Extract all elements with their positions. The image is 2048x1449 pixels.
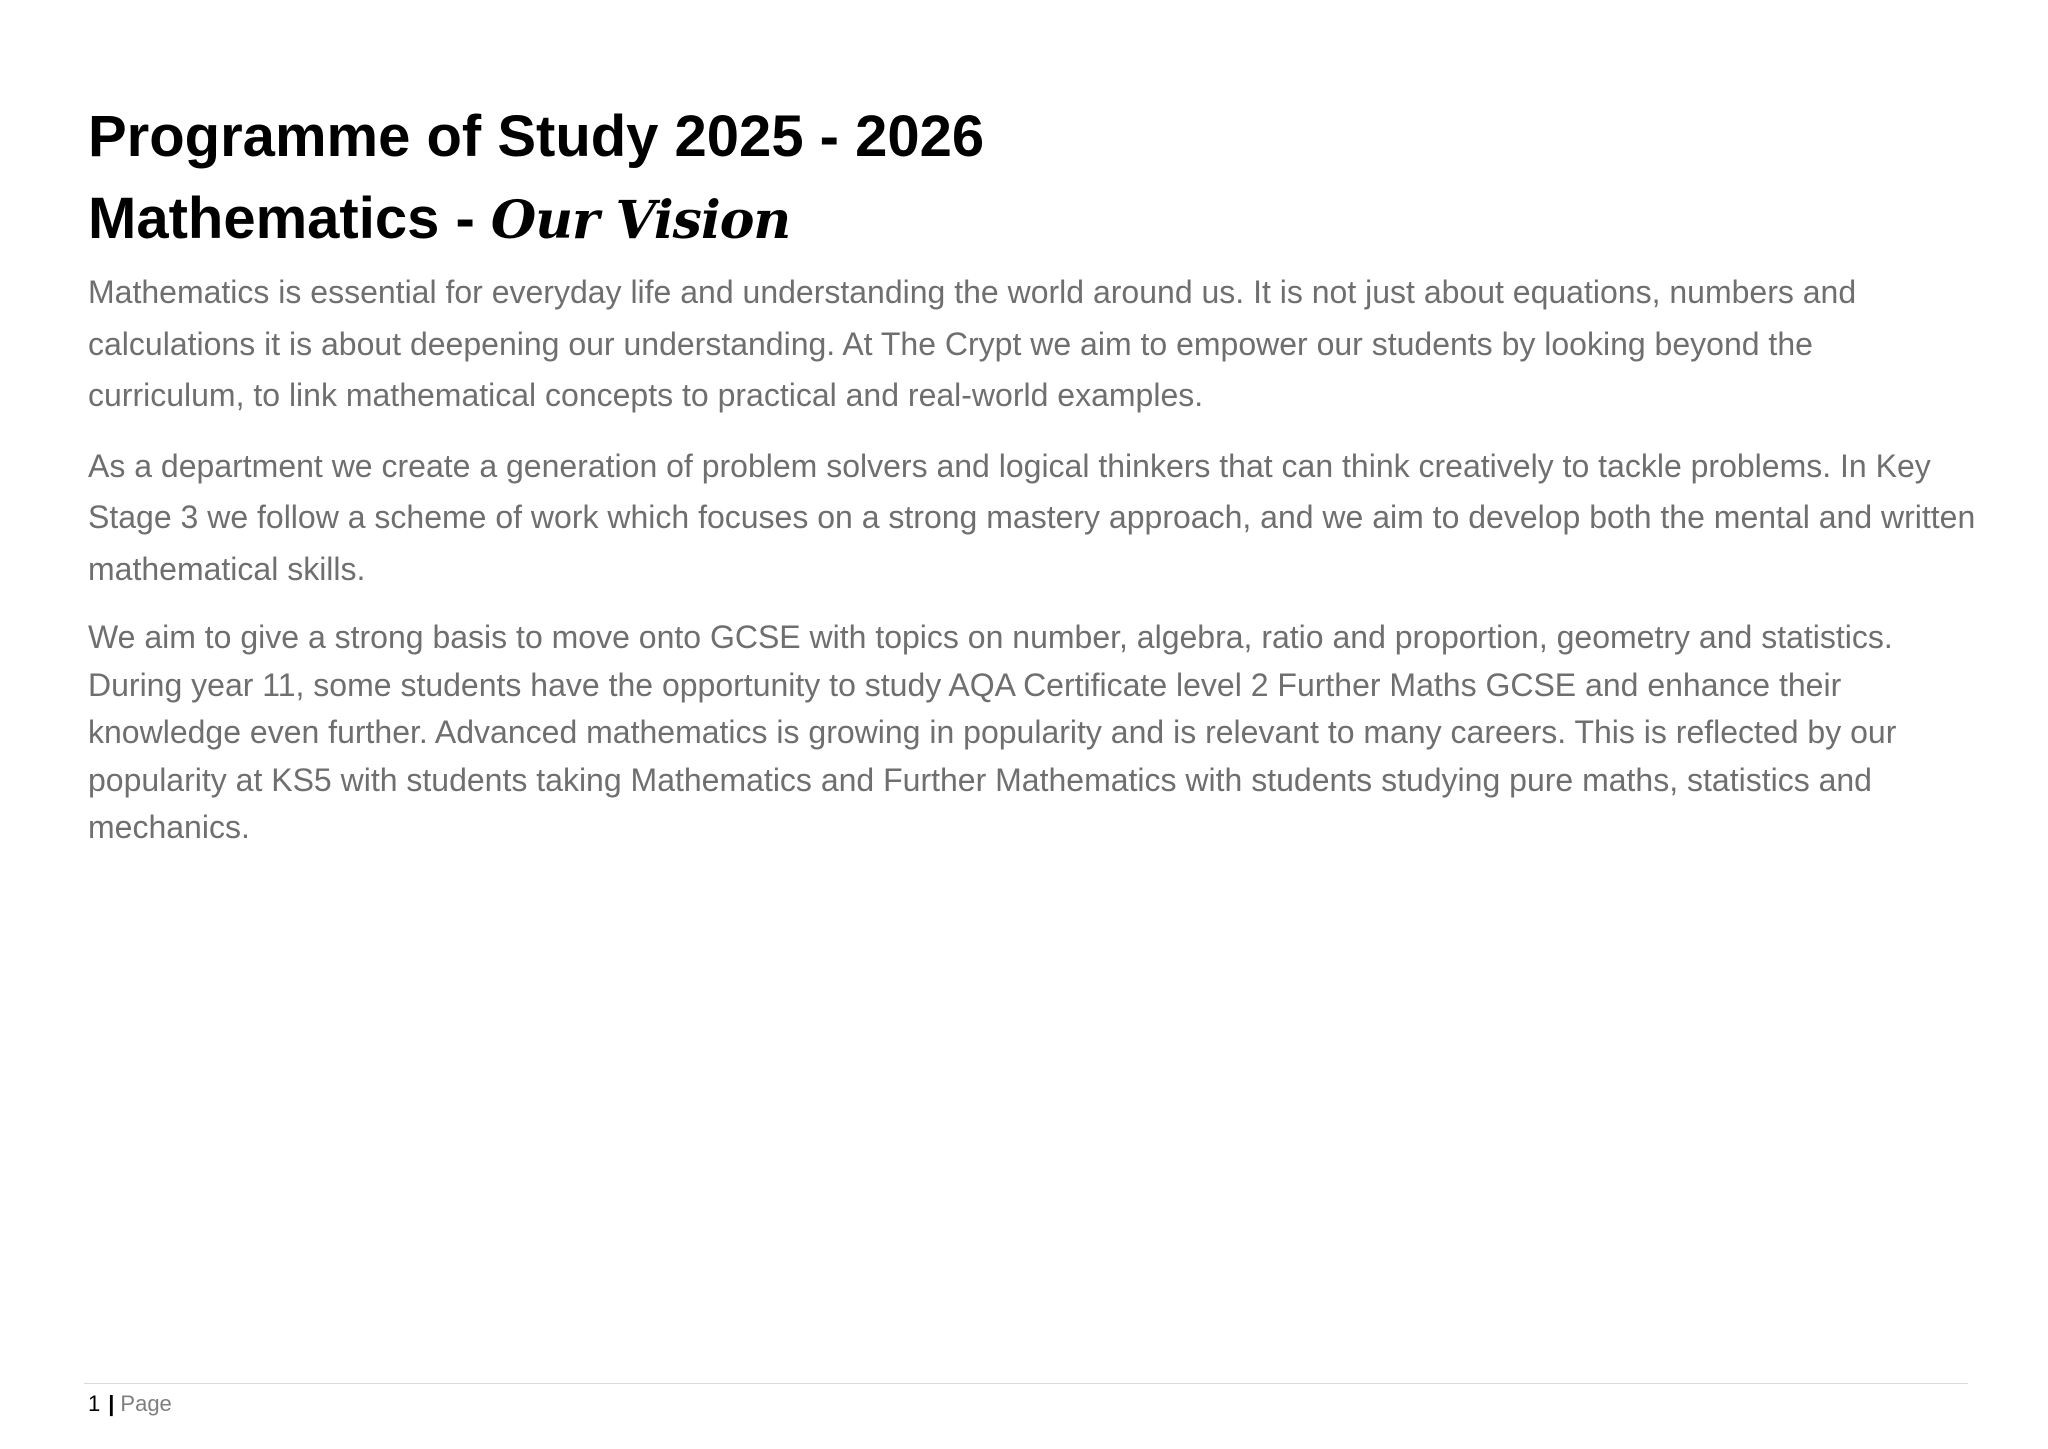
paragraph-gcse: We aim to give a strong basis to move onto GCSE with topics on number, algebra, ratio and proportion, geometry and statistics. During year 11, some students have the opportunity to study AQA Certificate level 2 Further Maths GCSE and enhance their knowledge even further. Advanced mathematics is growing in popularity and is relevant to many careers. This is reflected by our popularity at KS5 with students taking Mathematics and Further Mathematics with students studying pure maths, statistics and mechanics. <box>88 619 1897 845</box>
page-number: 1 <box>88 1391 101 1416</box>
paragraph-department: As a department we create a generation of problem solvers and logical thinkers that can think creatively to tackle problems. In Key Stage 3 we follow a scheme of work which focuses on a strong mastery approach, and we aim to develop both the mental and written mathematical skills. <box>88 447 1976 587</box>
subtitle-prefix: Mathematics - <box>88 186 491 251</box>
page-footer <box>88 1389 172 1419</box>
page-separator: | <box>108 1391 115 1416</box>
page-label: Page <box>120 1391 172 1416</box>
document-page <box>88 95 1978 852</box>
paragraph-intro: Mathematics is essential for everyday life and understanding the world around us. It is not just about equations, numbers and calculations it is about deepening our understanding. At The Crypt we aim to empower our students by looking beyond the curriculum, to link mathematical concepts to practical and real-world examples. <box>88 274 1857 413</box>
page-title: Programme of Study 2025 - 2026 <box>88 104 985 169</box>
footer-divider <box>84 1383 1968 1384</box>
subtitle-vision: Our Vision <box>490 190 791 251</box>
page-subtitle <box>88 177 1978 263</box>
